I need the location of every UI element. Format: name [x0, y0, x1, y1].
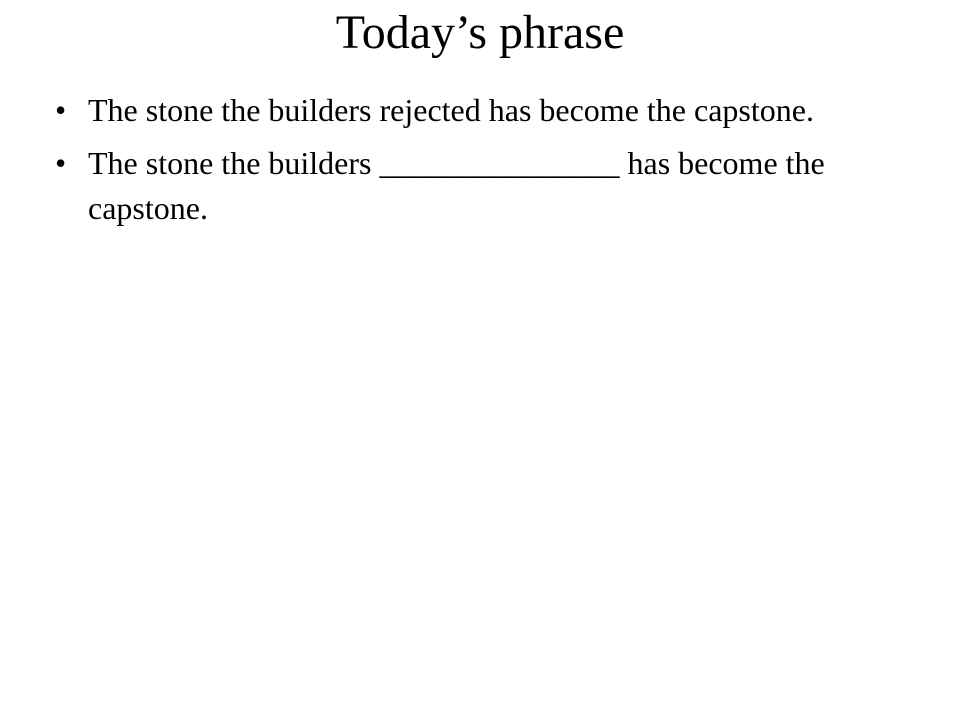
bullet-text-2: The stone the builders _______________ has become the capstone.: [88, 145, 825, 226]
bullet-dot-icon: •: [55, 145, 67, 181]
bullet-list: [55, 88, 905, 239]
bullet-item-1: [55, 88, 905, 133]
bullet-dot-icon: •: [55, 92, 67, 128]
bullet-text-1: The stone the builders rejected has become the capstone.: [88, 92, 814, 128]
bullet-item-2: [55, 141, 905, 231]
slide-title: Today’s phrase: [335, 6, 625, 59]
